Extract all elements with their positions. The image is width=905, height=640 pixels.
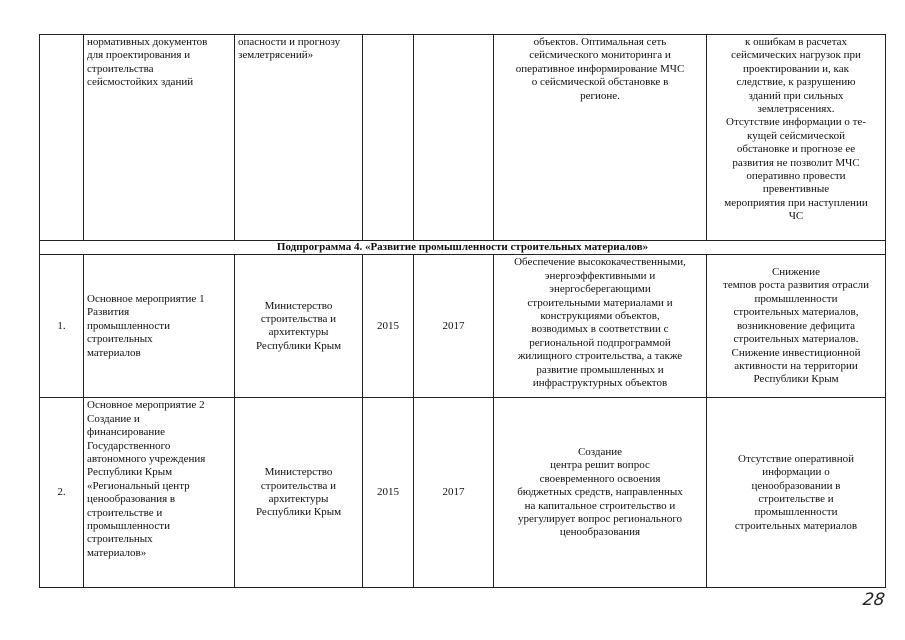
table-row: [40, 255, 886, 398]
end-year-cell: 2017: [414, 255, 494, 398]
result-cell: Обеспечение высококачественными, энергоэффективными и энергосберегающими строительными материалами и конструкциями объектов, возводимых в соответствии с региональной подпрограммой жилищного строительства, а также развитие промышленных и инфраструктурных объектов: [494, 255, 707, 398]
executor-cell: Министерство строительства и архитектуры Республики Крым: [235, 398, 363, 588]
document-table: [39, 34, 886, 588]
row-number: [40, 35, 84, 241]
start-year-cell: 2015: [363, 398, 414, 588]
subprogram-title: Подпрограмма 4. «Развитие промышленности строительных материалов»: [40, 241, 886, 255]
start-year-cell: [363, 35, 414, 241]
row-number: 2.: [40, 398, 84, 588]
table-row-continued: [40, 35, 886, 241]
end-year-cell: 2017: [414, 398, 494, 588]
consequences-cell: Снижение темпов роста развития отрасли промышленности строительных материалов, возникновение дефицита строительных материалов. Снижение инвестиционной активности на территории Республики Крым: [707, 255, 886, 398]
measure-cell: Основное мероприятие 1 Развития промышленности строительных материалов: [84, 255, 235, 398]
consequences-cell: Отсутствие оперативной информации о ценообразовании в строительстве и промышленности строительных материалов: [707, 398, 886, 588]
table-row: [40, 398, 886, 588]
consequences-cell: к ошибкам в расчетах сейсмических нагрузок при проектировании и, как следствие, к разрушению зданий при сильных землетрясениях. Отсутствие информации о те- кущей сейсмической обстановке и прогнозе ее развития не позволит МЧС оперативно провести превентивные мероприятия при наступлении ЧС: [707, 35, 886, 241]
result-cell: Создание центра решит вопрос своевременного освоения бюджетных средств, направленных на капитальное строительство и урегулирует вопрос регионального ценообразования: [494, 398, 707, 588]
result-cell: объектов. Оптимальная сеть сейсмического мониторинга и оперативное информирование МЧС о сейсмической обстановке в регионе.: [494, 35, 707, 241]
executor-cell: опасности и прогнозу землетрясений»: [235, 35, 363, 241]
start-year-cell: 2015: [363, 255, 414, 398]
row-number: 1.: [40, 255, 84, 398]
page-number: 28: [861, 590, 887, 610]
end-year-cell: [414, 35, 494, 241]
measure-cell: Основное мероприятие 2 Создание и финансирование Государственного автономного учреждения Республики Крым «Региональный центр ценообразования в строительстве и промышленности строительных материалов»: [84, 398, 235, 588]
subprogram-header-row: [40, 241, 886, 255]
measure-cell: нормативных документов для проектирования и строительства сейсмостойких зданий: [84, 35, 235, 241]
executor-cell: Министерство строительства и архитектуры Республики Крым: [235, 255, 363, 398]
